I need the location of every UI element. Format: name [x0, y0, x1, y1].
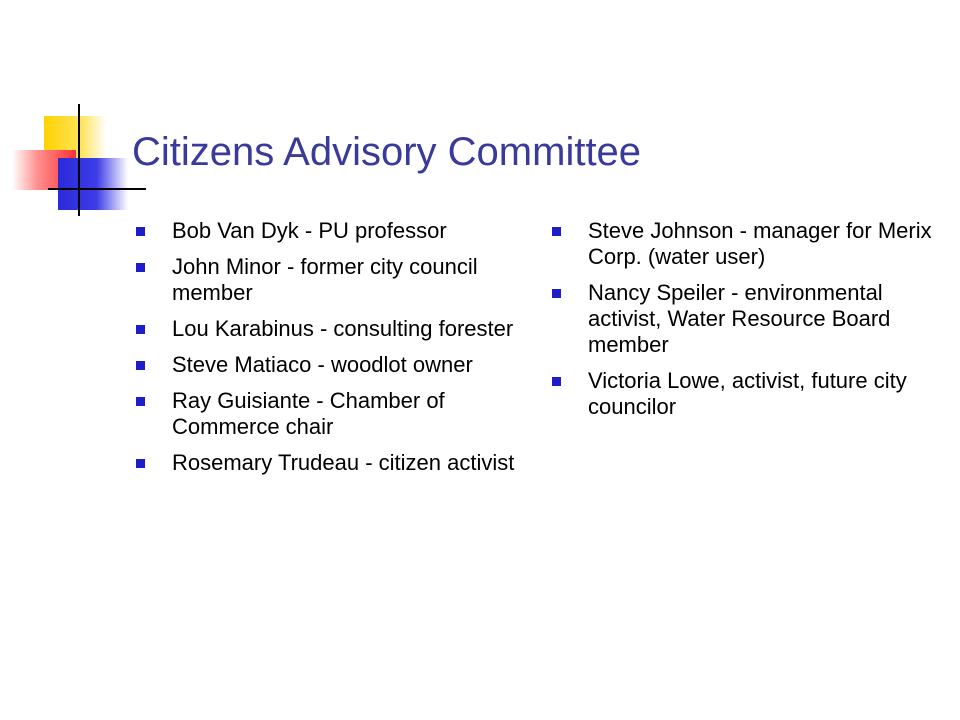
left-column-list — [136, 218, 516, 486]
list-item-text: John Minor - former city council member — [172, 254, 478, 305]
square-bullet-icon — [136, 227, 145, 236]
list-item — [136, 388, 516, 440]
square-bullet-icon — [552, 377, 561, 386]
list-item — [136, 352, 516, 378]
list-item-text: Bob Van Dyk - PU professor — [172, 218, 447, 243]
list-item — [552, 218, 942, 270]
square-bullet-icon — [136, 325, 145, 334]
square-bullet-icon — [136, 459, 145, 468]
decorative-blue-square — [58, 158, 128, 210]
list-item-text: Lou Karabinus - consulting forester — [172, 316, 514, 341]
list-item — [136, 218, 516, 244]
slide-title: Citizens Advisory Committee — [132, 130, 642, 174]
decorative-vertical-line — [78, 104, 80, 216]
list-item — [552, 280, 942, 358]
list-item-text: Victoria Lowe, activist, future city councilor — [588, 368, 907, 419]
square-bullet-icon — [552, 227, 561, 236]
list-item-text: Steve Johnson - manager for Merix Corp. (water user) — [588, 218, 932, 269]
square-bullet-icon — [136, 263, 145, 272]
decorative-horizontal-line — [48, 188, 146, 190]
list-item — [136, 254, 516, 306]
right-column-list — [552, 218, 942, 430]
square-bullet-icon — [552, 289, 561, 298]
list-item — [136, 450, 516, 476]
list-item-text: Nancy Speiler - environmental activist, Water Resource Board member — [588, 280, 891, 357]
list-item — [136, 316, 516, 342]
list-item-text: Steve Matiaco - woodlot owner — [172, 352, 473, 377]
list-item — [552, 368, 942, 420]
list-item-text: Rosemary Trudeau - citizen activist — [172, 450, 515, 475]
square-bullet-icon — [136, 361, 145, 370]
square-bullet-icon — [136, 397, 145, 406]
list-item-text: Ray Guisiante - Chamber of Commerce chair — [172, 388, 445, 439]
